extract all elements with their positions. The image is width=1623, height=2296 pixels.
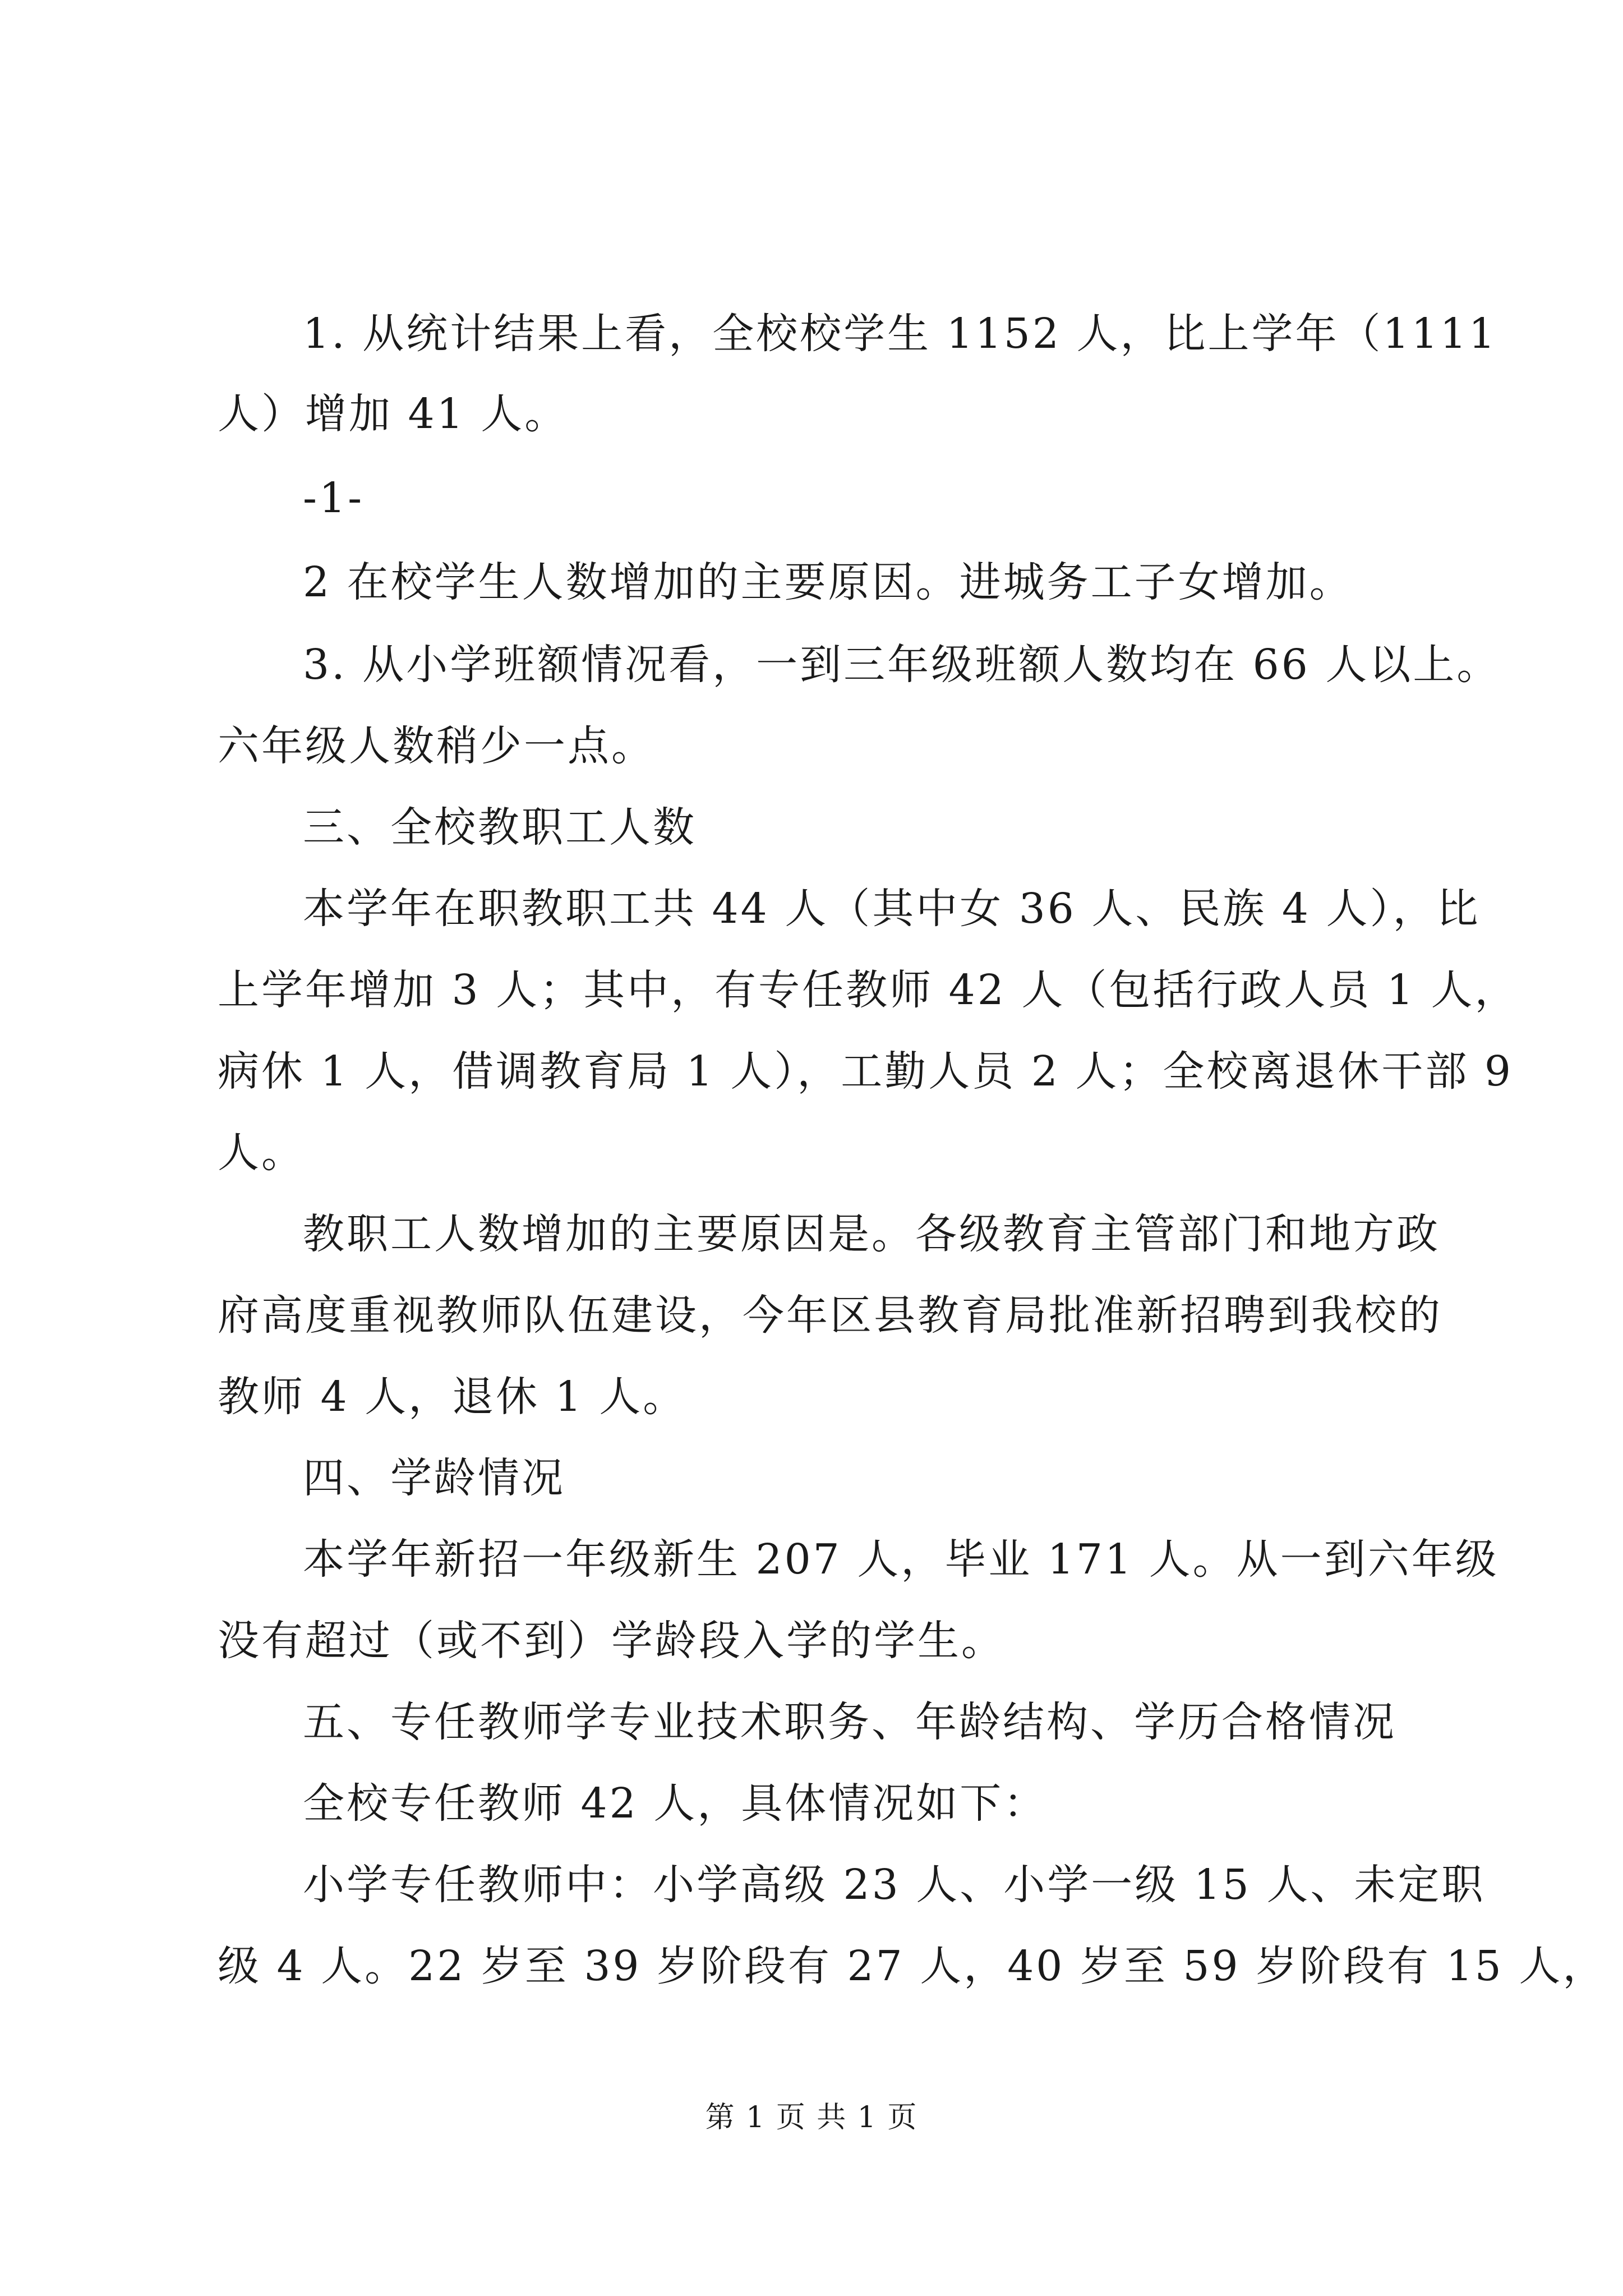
page-marker: -1- (303, 474, 365, 522)
paragraph-line: 病休 1 人，借调教育局 1 人），工勤人员 2 人；全校离退休干部 9 (218, 1047, 1513, 1096)
paragraph-line: 教师 4 人，退休 1 人。 (218, 1373, 687, 1421)
paragraph-line: 教职工人数增加的主要原因是。各级教育主管部门和地方政 (303, 1210, 1440, 1258)
paragraph-line: 府高度重视教师队伍建设，今年区县教育局批准新招聘到我校的 (218, 1291, 1442, 1340)
paragraph-line: 全校专任教师 42 人，具体情况如下： (303, 1779, 1048, 1828)
paragraph-line: 人。 (218, 1129, 305, 1177)
paragraph-line: 本学年在职教职工共 44 人（其中女 36 人、民族 4 人），比 (303, 885, 1481, 933)
paragraph-line: 小学专任教师中：小学高级 23 人、小学一级 15 人、未定职 (303, 1861, 1486, 1909)
paragraph-line: 人）增加 41 人。 (218, 390, 569, 438)
section-heading: 四、学龄情况 (303, 1454, 565, 1502)
paragraph-line: 本学年新招一年级新生 207 人，毕业 171 人。从一到六年级 (303, 1535, 1499, 1584)
paragraph-line: 上学年增加 3 人；其中，有专任教师 42 人（包括行政人员 1 人， (218, 966, 1519, 1014)
paragraph-line: 1. 从统计结果上看，全校校学生 1152 人，比上学年（1111 (303, 310, 1497, 358)
page-footer: 第 1 页 共 1 页 (705, 2101, 918, 2134)
paragraph-line: 没有超过（或不到）学龄段入学的学生。 (218, 1617, 1005, 1665)
paragraph-line: 3. 从小学班额情况看，一到三年级班额人数均在 66 人以上。 (303, 641, 1501, 689)
paragraph-line: 2 在校学生人数增加的主要原因。进城务工子女增加。 (303, 558, 1353, 606)
paragraph-line: 级 4 人。22 岁至 39 岁阶段有 27 人，40 岁至 59 岁阶段有 15 人， (218, 1942, 1607, 1990)
section-heading: 三、全校教职工人数 (303, 803, 697, 852)
paragraph-line: 六年级人数稍少一点。 (218, 722, 655, 770)
section-heading: 五、专任教师学专业技术职务、年龄结构、学历合格情况 (303, 1698, 1396, 1746)
